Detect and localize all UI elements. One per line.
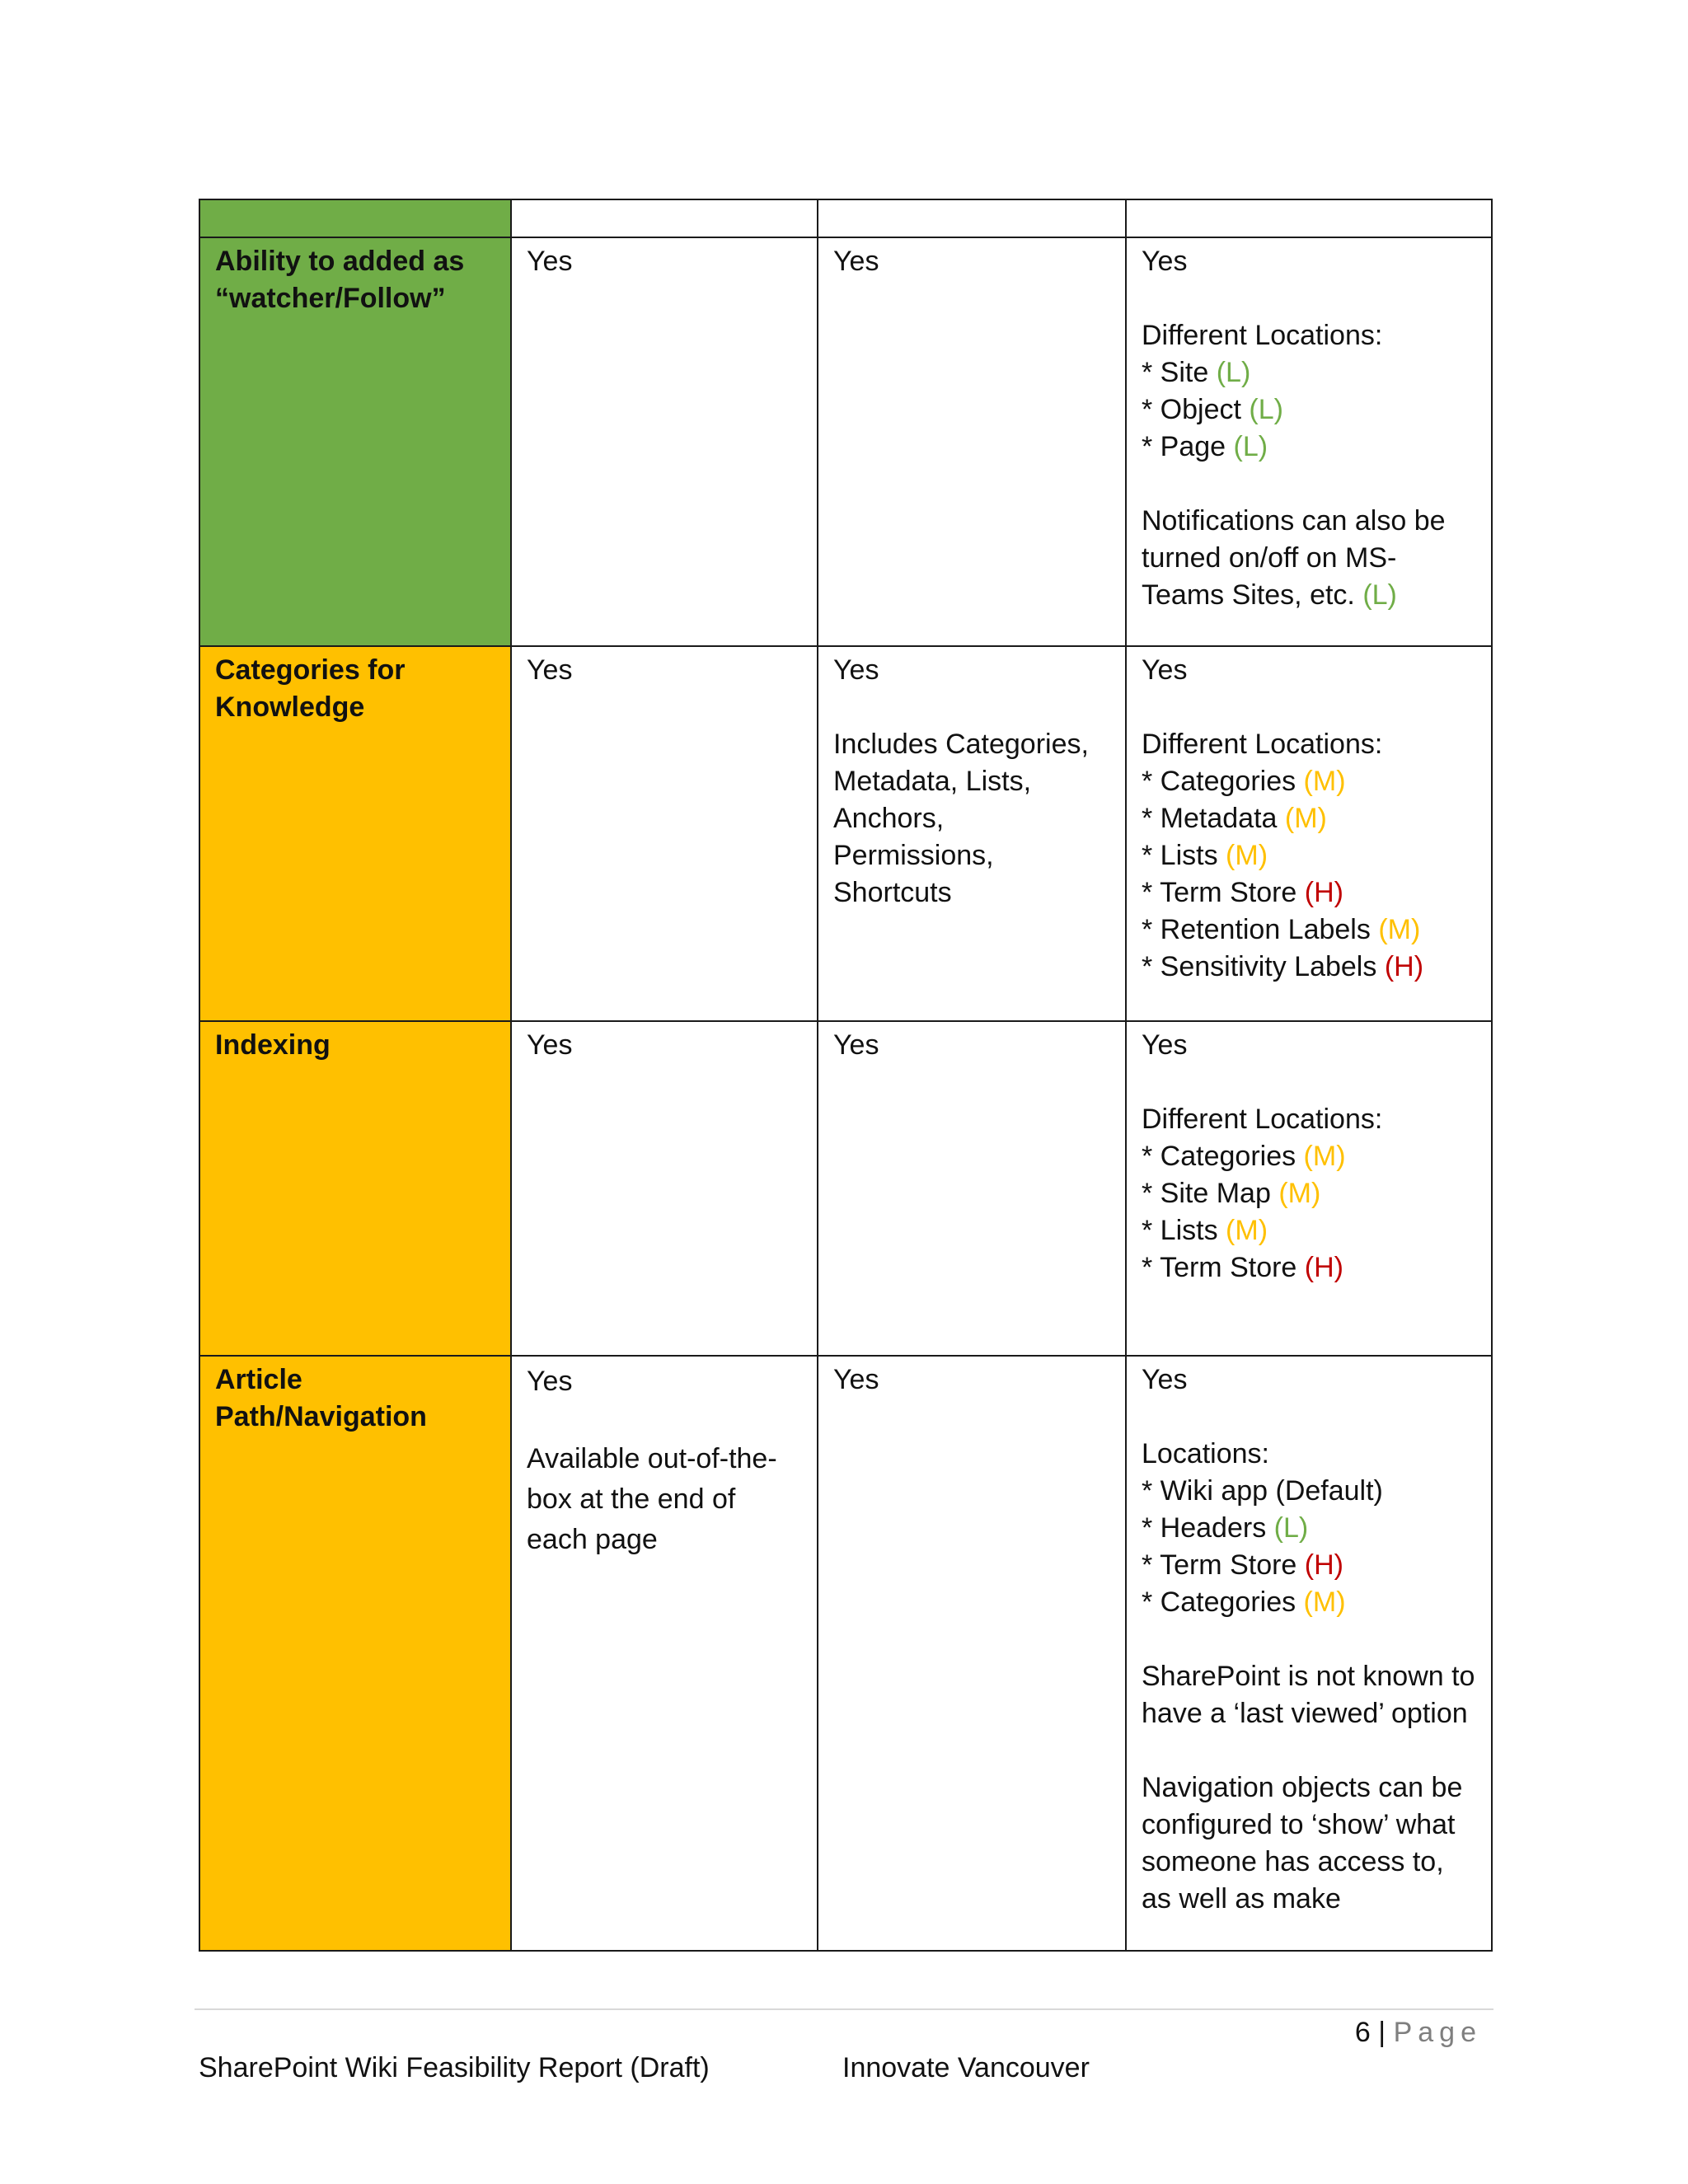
footer-report-title: SharePoint Wiki Feasibility Report (Draft): [199, 2052, 710, 2083]
table-row: [199, 1021, 1492, 1356]
header-cell-1: [511, 199, 818, 237]
priority-tag: (L): [1233, 431, 1268, 462]
cell-line: [1142, 317, 1476, 354]
row-cell-col2: [818, 237, 1126, 646]
page-number-separator: |: [1378, 2017, 1386, 2048]
blank-line: [1142, 1732, 1476, 1769]
line-text: * Site Map: [1142, 1178, 1279, 1209]
line-text: Navigation objects can be configured to ‘show’ what someone has access to, as well as make: [1142, 1772, 1463, 1915]
cell-line: [1142, 1249, 1476, 1286]
cell-line: [1142, 354, 1476, 391]
cell-line: [1142, 1769, 1476, 1918]
header-cell-label: [199, 199, 511, 237]
line-text: Different Locations:: [1142, 729, 1383, 760]
priority-tag: (L): [1249, 394, 1283, 425]
row-cell-col3: [1126, 237, 1492, 646]
cell-line: [1142, 1027, 1476, 1064]
cell-line: Yes: [833, 246, 879, 277]
row-label-navigation: Article Path/Navigation: [199, 1356, 511, 1951]
cell-line: [1142, 503, 1476, 614]
blank-line: [833, 689, 1110, 726]
blank-line: [1142, 1621, 1476, 1658]
cell-line: [1142, 800, 1476, 837]
page-number-value: 6: [1354, 2017, 1371, 2048]
line-text: Notifications can also be turned on/off on MS-Teams Sites, etc.: [1142, 505, 1446, 611]
blank-line: [1142, 280, 1476, 317]
priority-tag: (L): [1216, 357, 1251, 388]
cell-line: [1142, 429, 1476, 466]
row-cell-col1: [511, 1356, 818, 1951]
line-text: * Lists: [1142, 1215, 1226, 1246]
line-text: Different Locations:: [1142, 1104, 1383, 1135]
line-text: * Sensitivity Labels: [1142, 951, 1385, 982]
row-cell-col1: [511, 237, 818, 646]
cell-line: [1142, 243, 1476, 280]
priority-tag: (M): [1378, 914, 1421, 945]
cell-line: [1142, 391, 1476, 429]
cell-line: [1142, 912, 1476, 949]
cell-line: [1142, 1175, 1476, 1212]
row-cell-col2: [818, 1356, 1126, 1951]
header-cell-3: [1126, 199, 1492, 237]
cell-line: [1142, 652, 1476, 689]
line-text: * Categories: [1142, 766, 1304, 797]
row-label-watcher: Ability to added as “watcher/Follow”: [199, 237, 511, 646]
line-text: * Term Store: [1142, 1252, 1305, 1283]
footer-divider: [195, 2008, 1493, 2010]
cell-line: [1142, 726, 1476, 763]
priority-tag: (M): [1226, 840, 1268, 871]
page-number: [1355, 2013, 1482, 2051]
line-text: * Categories: [1142, 1141, 1304, 1172]
line-text: * Site: [1142, 357, 1217, 388]
blank-line: [527, 1402, 802, 1439]
priority-tag: (H): [1304, 877, 1343, 908]
cell-line: Yes: [833, 654, 879, 686]
cell-line: [1142, 1547, 1476, 1584]
row-cell-col2: [818, 1021, 1126, 1356]
line-text: * Categories: [1142, 1586, 1304, 1618]
cell-paragraph: Available out-of-the-box at the end of each page: [527, 1443, 777, 1555]
cell-line: [1142, 1101, 1476, 1138]
footer-organization: Innovate Vancouver: [842, 2052, 1090, 2083]
table-row: [199, 646, 1492, 1021]
row-cell-col1: [511, 646, 818, 1021]
page-number-word: Page: [1393, 2017, 1482, 2048]
cell-line: [1142, 874, 1476, 912]
row-label-categories: Categories for Knowledge: [199, 646, 511, 1021]
row-cell-col3: [1126, 1021, 1492, 1356]
table-row: [199, 1356, 1492, 1951]
cell-line: Yes: [527, 246, 573, 277]
priority-tag: (M): [1303, 1586, 1346, 1618]
cell-line: Yes: [833, 1364, 879, 1395]
cell-line: [1142, 1212, 1476, 1249]
line-text: Yes: [1142, 246, 1188, 277]
header-cell-2: [818, 199, 1126, 237]
line-text: Yes: [1142, 1029, 1188, 1061]
cell-line: [1142, 949, 1476, 986]
blank-line: [1142, 466, 1476, 503]
line-text: * Page: [1142, 431, 1234, 462]
line-text: * Wiki app (Default): [1142, 1475, 1383, 1507]
cell-line: Yes: [527, 654, 573, 686]
priority-tag: (L): [1273, 1512, 1309, 1544]
row-cell-col2: [818, 646, 1126, 1021]
cell-line: [1142, 1510, 1476, 1547]
priority-tag: (M): [1303, 766, 1346, 797]
cell-line: [1142, 1473, 1476, 1510]
cell-line: [1142, 1584, 1476, 1621]
line-text: * Term Store: [1142, 1549, 1305, 1581]
priority-tag: (H): [1304, 1549, 1343, 1581]
line-text: * Object: [1142, 394, 1250, 425]
blank-line: [1142, 1399, 1476, 1436]
cell-line: [1142, 1658, 1476, 1732]
line-text: * Metadata: [1142, 803, 1285, 834]
priority-tag: (L): [1362, 579, 1397, 611]
cell-line: Yes: [527, 1029, 573, 1061]
cell-line: Yes: [833, 1029, 879, 1061]
blank-line: [1142, 1064, 1476, 1101]
priority-tag: (M): [1226, 1215, 1268, 1246]
priority-tag: (H): [1384, 951, 1424, 982]
cell-paragraph: Includes Categories, Metadata, Lists, Anchors, Permissions, Shortcuts: [833, 729, 1089, 908]
blank-line: [1142, 689, 1476, 726]
cell-line: [1142, 1138, 1476, 1175]
cell-line: [1142, 763, 1476, 800]
priority-tag: (M): [1278, 1178, 1321, 1209]
cell-line: [1142, 1361, 1476, 1399]
line-text: * Lists: [1142, 840, 1226, 871]
priority-tag: (H): [1304, 1252, 1343, 1283]
row-cell-col3: [1126, 1356, 1492, 1951]
line-text: * Term Store: [1142, 877, 1305, 908]
feature-comparison-table: [199, 199, 1493, 1952]
row-cell-col1: [511, 1021, 818, 1356]
cell-line: [1142, 1436, 1476, 1473]
row-label-indexing: Indexing: [199, 1021, 511, 1356]
priority-tag: (M): [1303, 1141, 1346, 1172]
line-text: * Retention Labels: [1142, 914, 1379, 945]
line-text: * Headers: [1142, 1512, 1274, 1544]
table-row: [199, 237, 1492, 646]
cell-line: [1142, 837, 1476, 874]
line-text: Yes: [1142, 654, 1188, 686]
row-cell-col3: [1126, 646, 1492, 1021]
line-text: SharePoint is not known to have a ‘last viewed’ option: [1142, 1661, 1475, 1729]
cell-line: Yes: [527, 1366, 573, 1397]
priority-tag: (M): [1284, 803, 1327, 834]
line-text: Locations:: [1142, 1438, 1269, 1469]
table-header-row: [199, 199, 1492, 237]
line-text: Different Locations:: [1142, 320, 1383, 351]
line-text: Yes: [1142, 1364, 1188, 1395]
